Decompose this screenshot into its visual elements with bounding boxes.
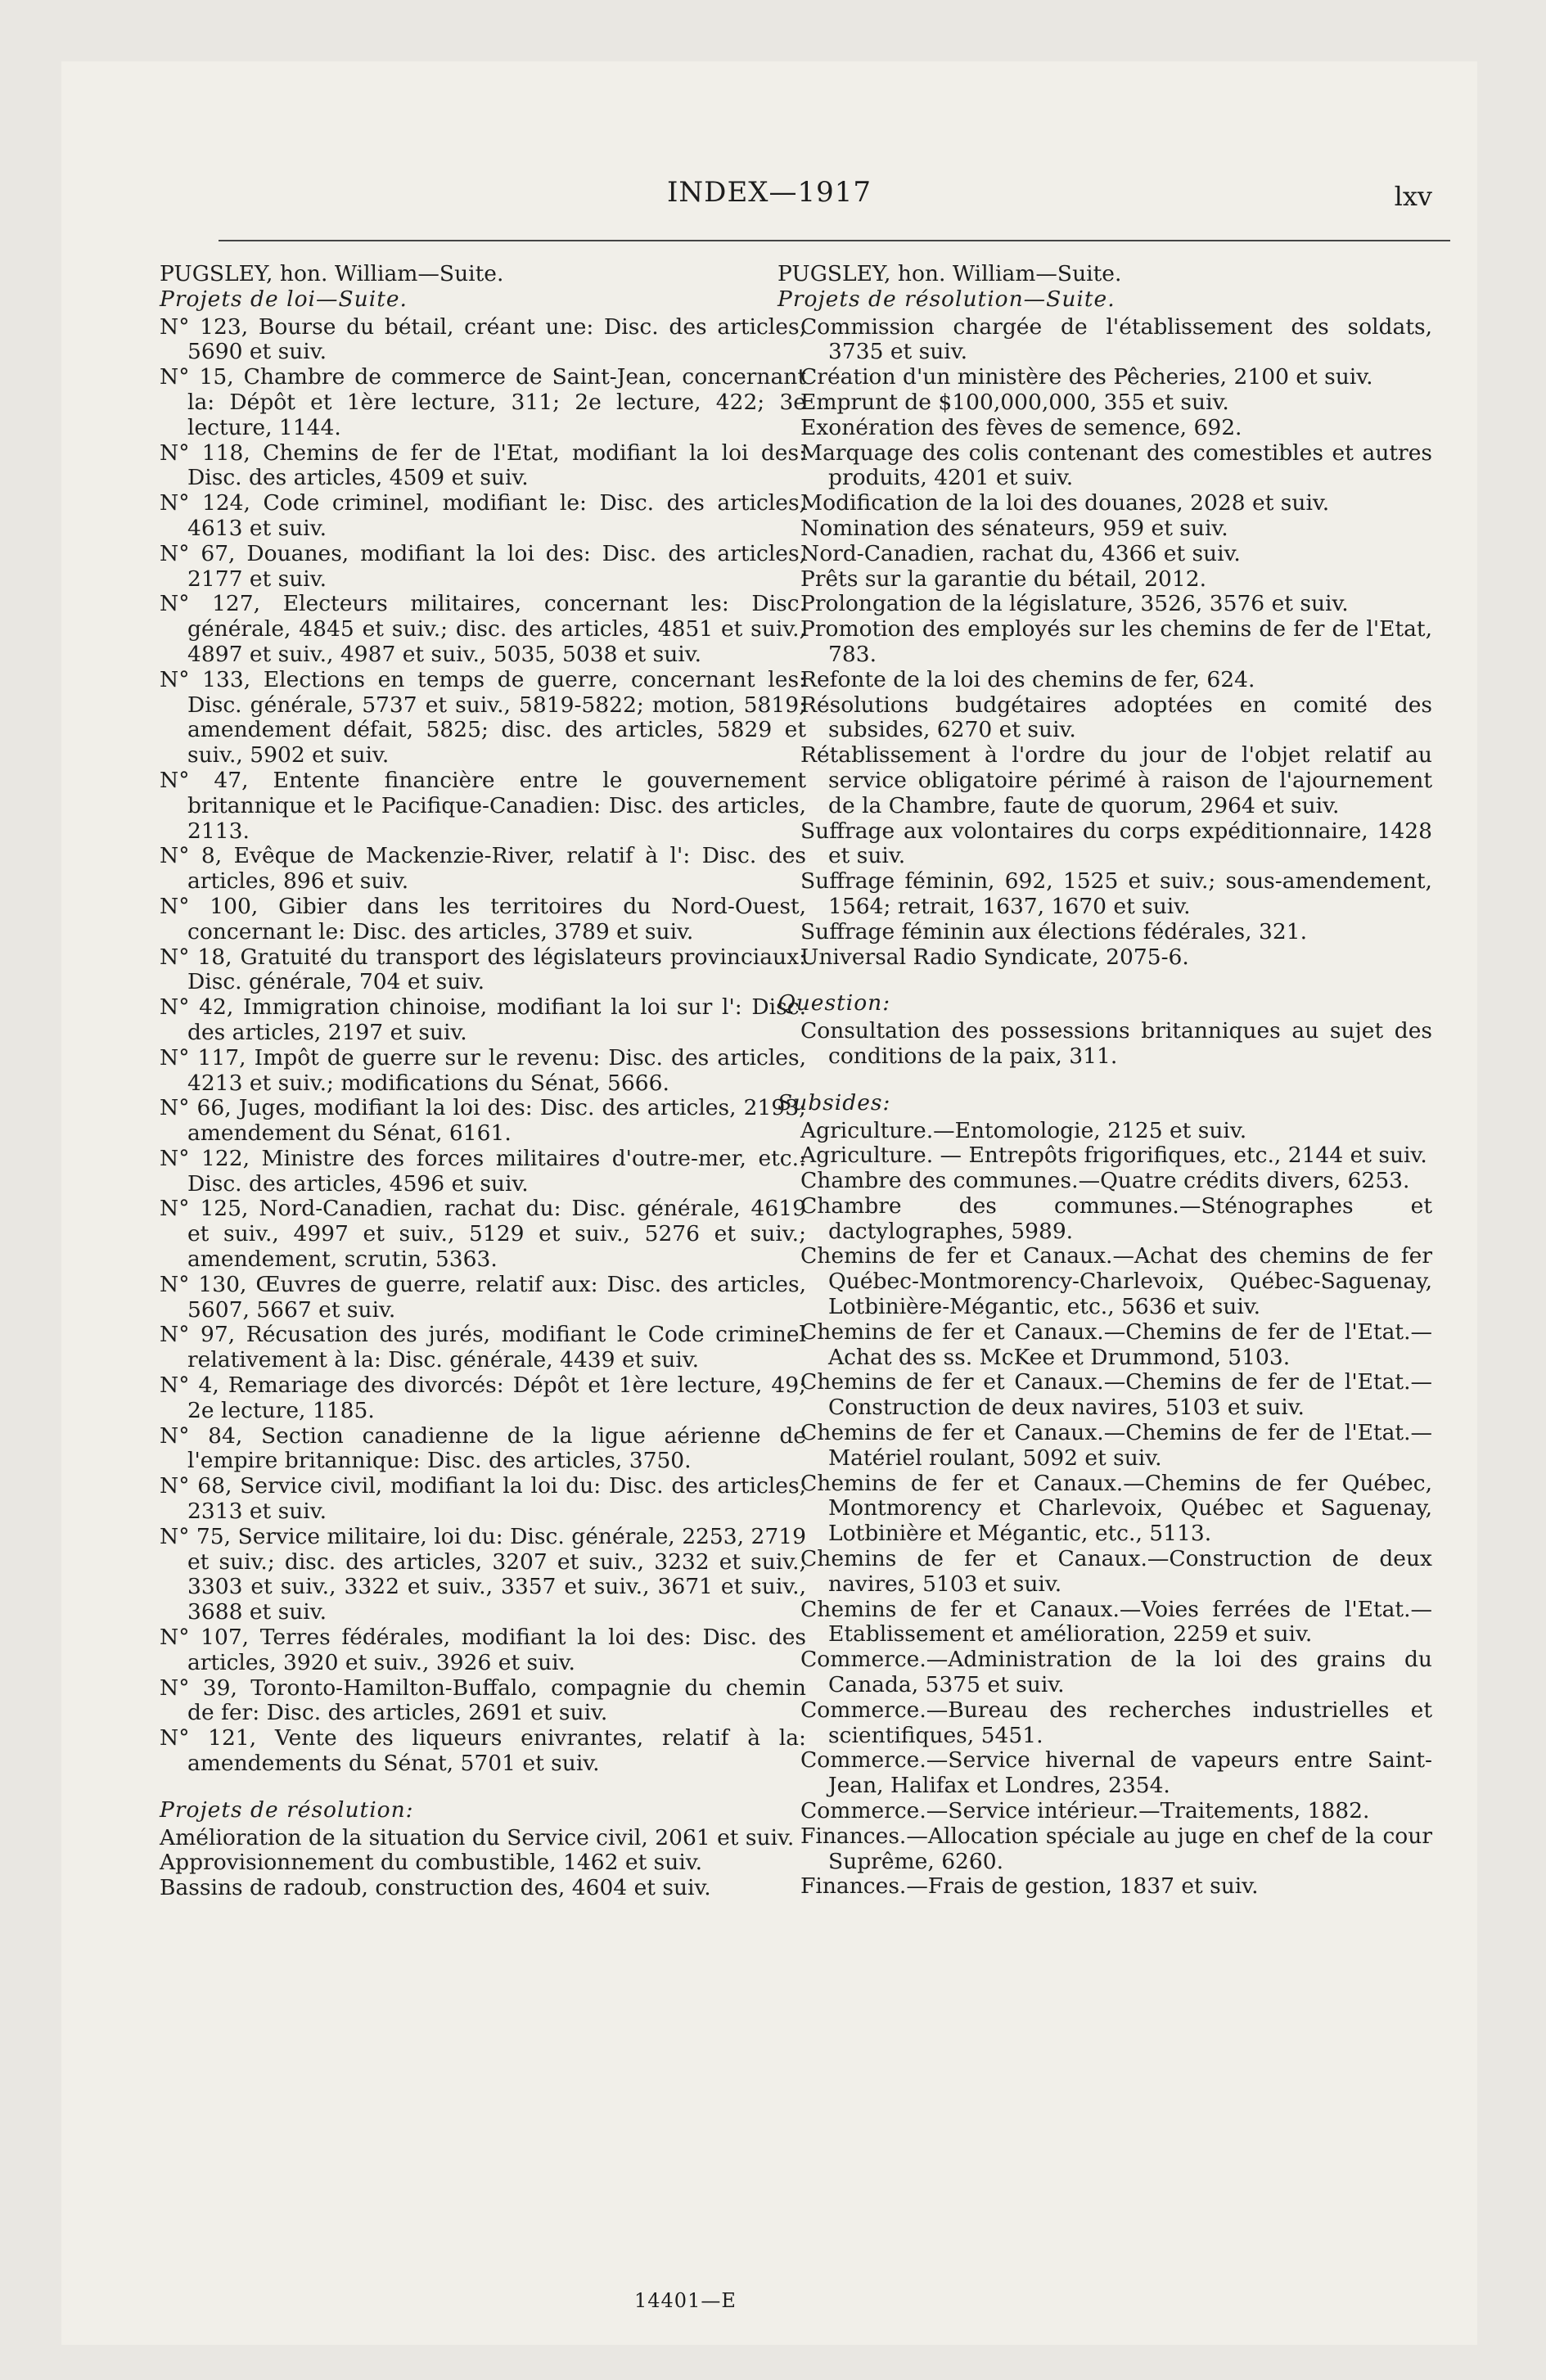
left-column	[160, 262, 806, 1901]
section-title: Projets de résolution:	[160, 1796, 414, 1823]
index-entry: Suffrage féminin, 692, 1525 et suiv.; sous-amendement, 1564; retrait, 1637, 1670 et suiv.	[800, 868, 1432, 919]
right-column-heading: PUGSLEY, hon. William—Suite.	[778, 261, 1122, 286]
index-entry: Nomination des sénateurs, 959 et suiv.	[800, 515, 1228, 541]
index-entry: Finances.—Frais de gestion, 1837 et suiv.	[800, 1873, 1259, 1900]
index-entry: N° 133, Elections en temps de guerre, concernant les: Disc. générale, 5737 et suiv., 5819-5822; motion, 5819; amendement défait, 5825; disc. des articles, 5829 et suiv., 5902 et suiv.	[160, 666, 806, 769]
index-entry: N° 47, Entente financière entre le gouvernement britannique et le Pacifique-Canadien: Disc. des articles, 2113.	[160, 767, 806, 844]
index-entry: N° 118, Chemins de fer de l'Etat, modifiant la loi des: Disc. des articles, 4509 et suiv.	[160, 439, 806, 491]
index-entry: Chambre des communes.—Sténographes et dactylographes, 5989.	[800, 1192, 1432, 1244]
section-title: Projets de loi—Suite.	[160, 286, 408, 312]
page-number: lxv	[1394, 181, 1432, 212]
index-entry: Chemins de fer et Canaux.—Achat des chemins de fer Québec-Montmorency-Charlevoix, Québec-Saguenay, Lotbinière-Mégantic, etc., 5636 et suiv.	[800, 1243, 1432, 1320]
index-entry: Chemins de fer et Canaux.—Chemins de fer de l'Etat.—Achat des ss. McKee et Drummond, 5103.	[800, 1318, 1432, 1370]
index-entry: N° 18, Gratuité du transport des législateurs provinciaux: Disc. générale, 704 et suiv.	[160, 944, 806, 995]
page-header	[61, 61, 1477, 233]
index-entry: Chemins de fer et Canaux.—Voies ferrées de l'Etat.—Etablissement et amélioration, 2259 et suiv.	[800, 1596, 1432, 1648]
index-entry: N° 107, Terres fédérales, modifiant la loi des: Disc. des articles, 3920 et suiv., 3926 et suiv.	[160, 1625, 806, 1675]
section-title: Subsides:	[778, 1089, 891, 1116]
index-entry: Commerce.—Bureau des recherches industrielles et scientifiques, 5451.	[800, 1697, 1432, 1748]
right-column	[778, 262, 1432, 1900]
index-entry: N° 75, Service militaire, loi du: Disc. générale, 2253, 2719 et suiv.; disc. des articles, 3207 et suiv., 3232 et suiv., 3303 et suiv., 3322 et suiv., 3357 et suiv., 3671 et suiv., 3688 et suiv.	[160, 1523, 806, 1625]
index-entry: N° 100, Gibier dans les territoires du Nord-Ouest, concernant le: Disc. des articles, 3789 et suiv.	[160, 893, 806, 944]
index-entry: N° 117, Impôt de guerre sur le revenu: Disc. des articles, 4213 et suiv.; modifications du Sénat, 5666.	[160, 1044, 806, 1096]
index-entry: Chemins de fer et Canaux.—Chemins de fer de l'Etat.—Construction de deux navires, 5103 et suiv.	[800, 1369, 1432, 1421]
index-entry: Chemins de fer et Canaux.—Construction de deux navires, 5103 et suiv.	[800, 1546, 1432, 1597]
index-entry: N° 68, Service civil, modifiant la loi du: Disc. des articles, 2313 et suiv.	[160, 1473, 806, 1525]
index-entry: Commerce.—Service hivernal de vapeurs entre Saint-Jean, Halifax et Londres, 2354.	[800, 1747, 1432, 1799]
index-entry: N° 125, Nord-Canadien, rachat du: Disc. générale, 4619 et suiv., 4997 et suiv., 5129 et suiv., 5276 et suiv.; amendement, scrutin, 5363.	[160, 1196, 806, 1273]
index-entry: Chambre des communes.—Quatre crédits divers, 6253.	[800, 1168, 1410, 1194]
printer-signature: 14401—E	[634, 2289, 737, 2312]
index-entry: Nord-Canadien, rachat du, 4366 et suiv.	[800, 540, 1241, 566]
index-entry: Résolutions budgétaires adoptées en comité des subsides, 6270 et suiv.	[800, 692, 1432, 743]
index-entry: Promotion des employés sur les chemins de fer de l'Etat, 783.	[800, 616, 1432, 667]
index-entry: Commerce.—Administration de la loi des grains du Canada, 5375 et suiv.	[800, 1647, 1432, 1698]
index-entry: Approvisionnement du combustible, 1462 et suiv.	[160, 1850, 703, 1876]
index-entry: N° 123, Bourse du bétail, créant une: Disc. des articles, 5690 et suiv.	[160, 313, 806, 365]
index-entry: Bassins de radoub, construction des, 4604 et suiv.	[160, 1875, 711, 1901]
index-entry: N° 122, Ministre des forces militaires d'outre-mer, etc.: Disc. des articles, 4596 et suiv.	[160, 1145, 806, 1197]
index-entry: Exonération des fèves de semence, 692.	[800, 414, 1242, 440]
index-entry: Finances.—Allocation spéciale au juge en chef de la cour Suprême, 6260.	[800, 1823, 1432, 1874]
index-entry: Amélioration de la situation du Service civil, 2061 et suiv.	[160, 1824, 795, 1850]
index-entry: Rétablissement à l'ordre du jour de l'objet relatif au service obligatoire périmé à raison de l'ajournement de la Chambre, faute de quorum, 2964 et suiv.	[800, 742, 1432, 818]
index-entry: N° 97, Récusation des jurés, modifiant le Code criminel relativement à la: Disc. générale, 4439 et suiv.	[160, 1322, 806, 1373]
index-entry: Chemins de fer et Canaux.—Chemins de fer Québec, Montmorency et Charlevoix, Québec et Saguenay, Lotbinière et Mégantic, etc., 5113.	[800, 1470, 1432, 1547]
left-column-heading: PUGSLEY, hon. William—Suite.	[160, 261, 504, 286]
index-entry: N° 39, Toronto-Hamilton-Buffalo, compagnie du chemin de fer: Disc. des articles, 2691 et suiv.	[160, 1675, 806, 1726]
index-entry: Création d'un ministère des Pêcheries, 2100 et suiv.	[800, 364, 1373, 390]
index-entry: Commerce.—Service intérieur.—Traitements, 1882.	[800, 1798, 1370, 1824]
index-entry: N° 8, Evêque de Mackenzie-River, relatif à l': Disc. des articles, 896 et suiv.	[160, 843, 806, 895]
index-entry: Refonte de la loi des chemins de fer, 624.	[800, 666, 1255, 692]
index-entry: Marquage des colis contenant des comestibles et autres produits, 4201 et suiv.	[800, 439, 1432, 491]
index-entry: Chemins de fer et Canaux.—Chemins de fer de l'Etat.—Matériel roulant, 5092 et suiv.	[800, 1420, 1432, 1471]
index-entry: N° 127, Electeurs militaires, concernant les: Disc. générale, 4845 et suiv.; disc. des articles, 4851 et suiv., 4897 et suiv., 4987 et suiv., 5035, 5038 et suiv.	[160, 591, 806, 667]
index-entry: N° 84, Section canadienne de la ligue aérienne de l'empire britannique: Disc. des articles, 3750.	[160, 1422, 806, 1474]
index-entry: N° 42, Immigration chinoise, modifiant la loi sur l': Disc. des articles, 2197 et suiv.	[160, 994, 806, 1045]
running-title: INDEX—1917	[667, 176, 872, 209]
index-entry: Suffrage féminin aux élections fédérales, 321.	[800, 918, 1308, 944]
index-entry: N° 66, Juges, modifiant la loi des: Disc. des articles, 2193; amendement du Sénat, 6161.	[160, 1095, 806, 1147]
index-entry: Prolongation de la législature, 3526, 3576 et suiv.	[800, 591, 1349, 617]
index-entry: Modification de la loi des douanes, 2028 et suiv.	[800, 490, 1330, 516]
index-entry: N° 4, Remariage des divorcés: Dépôt et 1ère lecture, 49; 2e lecture, 1185.	[160, 1373, 806, 1423]
index-entry: Agriculture.—Entomologie, 2125 et suiv.	[800, 1117, 1247, 1143]
index-entry: Agriculture. — Entrepôts frigorifiques, etc., 2144 et suiv.	[800, 1143, 1427, 1169]
index-entry: N° 121, Vente des liqueurs enivrantes, relatif à la: amendements du Sénat, 5701 et suiv.	[160, 1725, 806, 1777]
index-entry: Universal Radio Syndicate, 2075-6.	[800, 944, 1189, 970]
index-entry: Commission chargée de l'établissement des soldats, 3735 et suiv.	[800, 313, 1432, 365]
section-title: Question:	[778, 990, 891, 1016]
section-title: Projets de résolution—Suite.	[778, 286, 1116, 312]
index-entry: N° 15, Chambre de commerce de Saint-Jean, concernant la: Dépôt et 1ère lecture, 311; 2e lecture, 422; 3e lecture, 1144.	[160, 364, 806, 440]
index-entry: Consultation des possessions britanniques au sujet des conditions de la paix, 311.	[800, 1018, 1432, 1069]
index-entry: Prêts sur la garantie du bétail, 2012.	[800, 566, 1207, 592]
header-rule	[219, 240, 1450, 241]
index-entry: N° 130, Œuvres de guerre, relatif aux: Disc. des articles, 5607, 5667 et suiv.	[160, 1271, 806, 1323]
index-entry: N° 124, Code criminel, modifiant le: Disc. des articles, 4613 et suiv.	[160, 490, 806, 541]
index-entry: Suffrage aux volontaires du corps expéditionnaire, 1428 et suiv.	[800, 818, 1432, 869]
index-page	[61, 61, 1477, 2345]
index-entry: Emprunt de $100,000,000, 355 et suiv.	[800, 389, 1229, 415]
index-entry: N° 67, Douanes, modifiant la loi des: Disc. des articles, 2177 et suiv.	[160, 540, 806, 592]
